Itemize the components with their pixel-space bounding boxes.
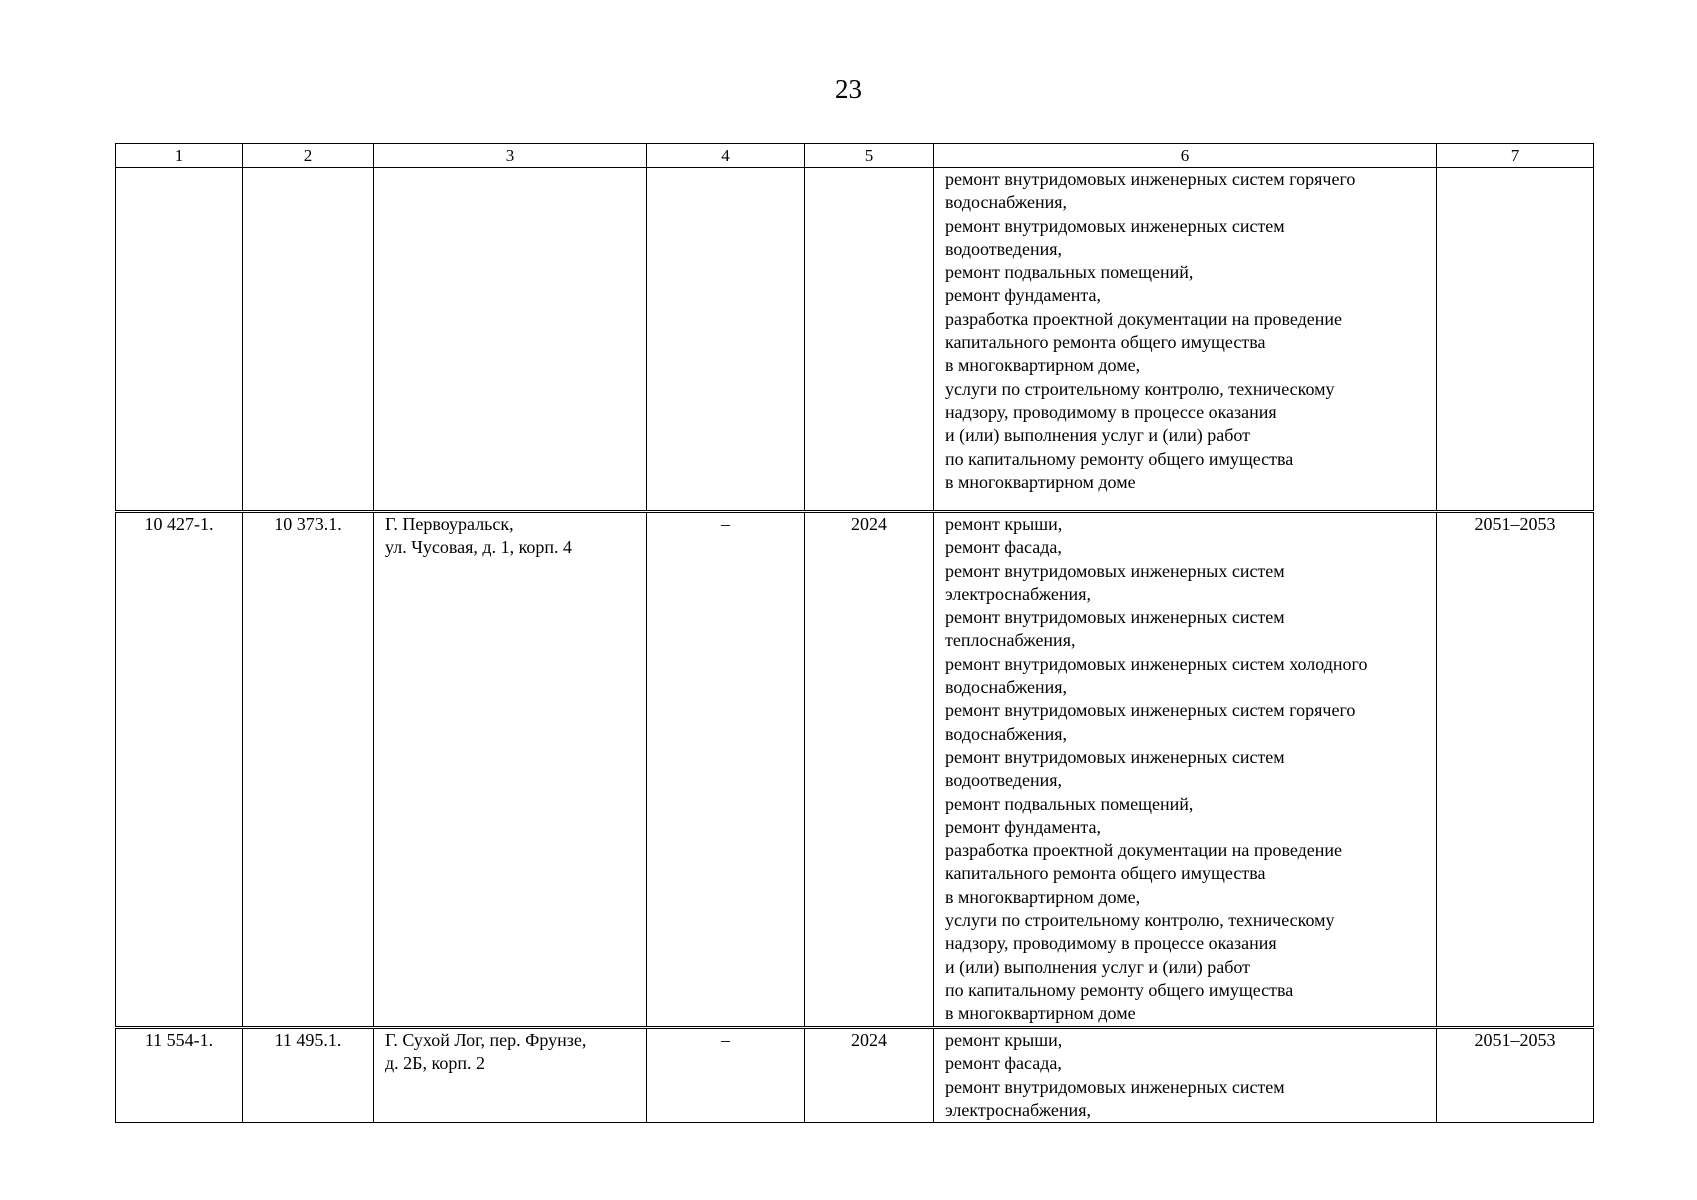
period-cell [1437,168,1594,512]
work-item: ремонт фасада, [945,1053,1062,1074]
address-cell [374,512,647,1028]
work-item: водоснабжения, [945,192,1068,213]
column-number: 5 [805,144,934,168]
period-cell: 2051–2053 [1437,512,1594,1028]
work-item: ремонт фундамента, [945,816,1101,837]
work-item: ремонт внутридомовых инженерных систем [945,1076,1285,1097]
house-number-cell [243,168,374,512]
table-row [116,168,1594,512]
record-number-cell: 11 554-1. [116,1028,243,1123]
work-item: и (или) выполнения услуг и (или) работ [945,956,1251,977]
year-cell: 2024 [805,512,934,1028]
work-item: ремонт фасада, [945,537,1062,558]
column-number: 7 [1437,144,1594,168]
address-line: ул. Чусовая, д. 1, корп. 4 [385,537,573,558]
work-item: ремонт внутридомовых инженерных систем [945,215,1285,236]
work-item: в многоквартирном доме [945,1003,1136,1024]
period-cell: 2051–2053 [1437,1028,1594,1123]
work-item: водоснабжения, [945,677,1068,698]
table-row [116,512,1594,1028]
column-number: 6 [934,144,1437,168]
address-line: Г. Первоуральск, [385,514,514,534]
year-cell: 2024 [805,1028,934,1123]
work-item: водоснабжения, [945,723,1068,744]
work-item: разработка проектной документации на проведение [945,308,1343,329]
column-number: 2 [243,144,374,168]
works-list-cell [934,512,1437,1028]
table-row [116,1028,1594,1123]
works-list-cell [934,1028,1437,1123]
work-item: ремонт фундамента, [945,285,1101,306]
address-line: Г. Сухой Лог, пер. Фрунзе, [385,1030,587,1050]
column-number: 1 [116,144,243,168]
work-item: капитального ремонта общего имущества [945,332,1266,353]
work-item: электроснабжения, [945,1099,1091,1120]
work-item: капитального ремонта общего имущества [945,863,1266,884]
house-number-cell: 11 495.1. [243,1028,374,1123]
work-item: ремонт внутридомовых инженерных систем [945,746,1285,767]
address-cell [374,1028,647,1123]
work-item: ремонт внутридомовых инженерных систем горячего [945,169,1356,189]
work-item: ремонт подвальных помещений, [945,262,1194,283]
repair-schedule-table [115,143,1594,1123]
work-item: водоотведения, [945,238,1062,259]
address-line: д. 2Б, корп. 2 [385,1053,485,1074]
record-number-cell [116,168,243,512]
work-item: в многоквартирном доме [945,471,1136,492]
work-item: ремонт крыши, [945,514,1063,534]
page-number: 23 [835,74,862,104]
work-item: в многоквартирном доме, [945,886,1141,907]
work-item: услуги по строительному контролю, техническому [945,378,1335,399]
work-item: по капитальному ремонту общего имущества [945,448,1294,469]
column-4-cell: – [647,512,805,1028]
column-4-cell: – [647,1028,805,1123]
address-cell [374,168,647,512]
column-4-cell [647,168,805,512]
record-number-cell: 10 427-1. [116,512,243,1028]
work-item: ремонт подвальных помещений, [945,793,1194,814]
column-number: 4 [647,144,805,168]
column-number: 3 [374,144,647,168]
work-item: электроснабжения, [945,583,1091,604]
work-item: и (или) выполнения услуг и (или) работ [945,425,1251,446]
work-item: ремонт крыши, [945,1030,1063,1050]
work-item: ремонт внутридомовых инженерных систем [945,607,1285,628]
work-item: надзору, проводимому в процессе оказания [945,933,1277,954]
work-item: теплоснабжения, [945,630,1076,651]
column-number-row [116,144,1594,168]
work-item: ремонт внутридомовых инженерных систем холодного [945,653,1368,674]
work-item: по капитальному ремонту общего имущества [945,979,1294,1000]
house-number-cell: 10 373.1. [243,512,374,1028]
year-cell [805,168,934,512]
work-item: разработка проектной документации на проведение [945,840,1343,861]
work-item: в многоквартирном доме, [945,355,1141,376]
works-list-cell [934,168,1437,512]
work-item: ремонт внутридомовых инженерных систем [945,560,1285,581]
work-item: надзору, проводимому в процессе оказания [945,401,1277,422]
work-item: водоотведения, [945,770,1062,791]
work-item: услуги по строительному контролю, техническому [945,910,1335,931]
work-item: ремонт внутридомовых инженерных систем горячего [945,700,1356,721]
